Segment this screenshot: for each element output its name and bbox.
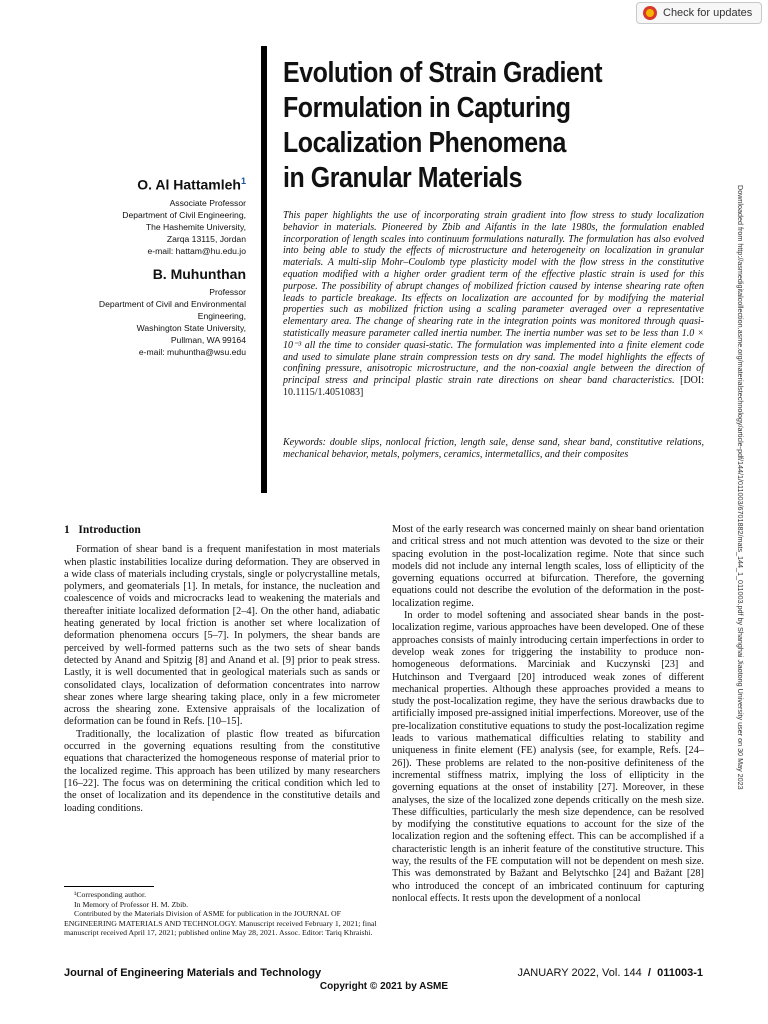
section-heading: [64, 524, 380, 536]
keywords: [283, 437, 704, 461]
footnotes: [64, 890, 380, 938]
footnote: ¹Corresponding author.: [74, 890, 147, 899]
copyright: Copyright © 2021 by ASME: [319, 981, 449, 992]
paragraph: Most of the early research was concerned mainly on shear band orientation and critical stress and not much attention was devoted to the size or their spacing evolution in the post-localization regime. Note that since such models did not include any internal length scales, loss of ellipticity of the governing equations occurred at bifurcation. Therefore, the governing equations could not describe the evolution of the deformation in the post-localization regime.: [392, 524, 704, 609]
author-name: B. Muhunthan: [152, 266, 246, 282]
paper-title: [283, 56, 613, 196]
download-sidebar: [735, 185, 747, 825]
section-title: Introduction: [78, 524, 141, 536]
keywords-label: Keywords:: [283, 437, 326, 448]
title-line: Evolution of Strain Gradient: [283, 57, 603, 89]
author-block-1: [122, 176, 246, 257]
author-affiliation: Professor Department of Civil and Environmental Engineering, Washington State University, Pullman, WA 99164 e-mail: muhuntha@wsu.edu: [98, 287, 246, 357]
author-email[interactable]: e-mail: hattam@hu.edu.jo: [147, 245, 246, 256]
issue-date: JANUARY 2022, Vol. 144: [517, 967, 642, 979]
author-footnote-marker[interactable]: 1: [240, 176, 246, 186]
section-number: 1: [64, 524, 70, 536]
journal-name: Journal of Engineering Materials and Technology: [64, 967, 322, 979]
abstract: [283, 210, 704, 399]
left-column: [64, 524, 380, 815]
title-line: Localization Phenomena: [283, 127, 566, 159]
author-block-2: [99, 266, 246, 358]
title-line: Formulation in Capturing: [283, 92, 571, 124]
author-email[interactable]: e-mail: muhuntha@wsu.edu: [138, 347, 246, 357]
check-for-updates-button[interactable]: [636, 2, 762, 24]
paragraph: Formation of shear band is a frequent manifestation in most materials when plastic instabilities localize during deformation. They are observed in a wide class of materials including crystals, single or polycrystalline metals, polymers, and geomaterials [1]. In metals, for instance, the nucleation and coalescence of voids and microcracks lead to weakening the materials and thereafter initiate localized deformation [2–4]. On the other hand, adiabatic heating generated by local friction is another set where localization of deformation phenomena occurs [5–7]. In polymers, the shear bands are perceived by well-formed patterns such as the two sets of shear bands detected by Anand and Spitzig [8] and Anand et al. [9] prior to peak stress. Lastly, it is well documented that in geological materials such as sands or consolidated clays, localization of deformation concentrates into narrow shear zones where large shearing taking place, only in a few micrometer across the shearing zone. Extensive appraisals of the localization of deformation can be found in Refs. [10–15].: [64, 544, 380, 728]
check-updates-icon: [643, 6, 657, 20]
issue-info: [517, 967, 703, 979]
paragraph: In order to model softening and associated shear bands in the post-localization regime, various approaches have been developed. One of these approaches consists of mainly introducing certain imperfections in order to develop weak zones for triggering the instability to produce non-homogeneous deformations. Marciniak and Kuczynski [23] and Hutchinson and Tvergaard [20] introduced weak zones of different mechanical properties. Although these approaches provided a means to study the post-localization regime, they have the serious drawbacks due to artificially imposed pre-assigned initial imperfections. Moreover, use of the pre-localization constitutive equations to study the post-localization regime leads to various mathematical difficulties relating to stability and uniqueness in finite element (FE) analysis (see, for example, Refs. [24–26]). These problems are related to the non-positive definiteness of the incremental stiffness matrix, implying the loss of ellipticity in the governing equations at the onset of instability [27]. Moreover, in these analyses, the size of the localized zone depends critically on the mesh size. These difficulties, particularly the mesh size dependence, can be resolved by modifying the constitutive equations to account for the size of the localization region and the softening effect. This can be accomplished if a characteristic length is an inherit feature of the constitutive structure. This way, the results of the FE computation will not be dependent on mesh size. This was demonstrated by Bažant and Belytschko [24] and Bažant [28] who introduced the concept of an imbricated continuum for capturing nonlocal effects. It rests upon the development of a nonlocal: [392, 610, 704, 904]
download-notice: Downloaded from http://asmedigitalcollection.asme.org/materialstechnology/article-pdf/144/1/011003/6701882/mats_144_1_011003.pdf by Shanghai Jiaotong University user on 30 May 2023: [736, 185, 745, 790]
author-name: O. Al Hattamleh$^1$: [137, 176, 246, 193]
footnote: Contributed by the Materials Division of ASME for publication in the JOURNAL OF ENGINEERING MATERIALS AND TECHNOLOGY. Manuscript received February 1, 2021; final manuscript received April 17, 2021; published online May 28, 2021. Assoc. Editor: Tariq Khraishi.: [64, 909, 377, 938]
keywords-text: double slips, nonlocal friction, length sale, dense sand, shear band, constitutive relations, mechanical behavior, metals, polymers, ceramics, intermetallics, and their composites: [283, 437, 705, 460]
abstract-text: This paper highlights the use of incorporating strain gradient into flow stress to study localization behavior in materials. Pioneered by Zbib and Aifantis in the late 1980s, the formulation enabled incorporation of length scales into continuum formulations naturally. The formulation has also evolved into being able to study the effects of microstructure and heterogeneity on localization in granular materials. A multi-slip Mohr–Coulomb type plasticity model with the flow stress in the constitutive equation modified with a higher order gradient term of the effective plastic strain is used for this purpose. The possibility of abrupt changes of mobilized friction caused by intense shearing rate often leads to particle breakage. Its effects on localization are accounted for by modifying the material properties such as mobilized friction using a scaling parameter averaged over a representative elementary area. The change of shearing rate in the integration points was monitored through quasi-statistically measure parameter called inertia number. The inertia number was set to be less than 1.0 × 10⁻³ all the time to consider quasi-static. The formulation was implemented into a finite element code and used to simulate plane strain compression tests on dry sand. The model highlights the effects of confining pressure, anisotropic microstructure, and the non-coaxial angle between the direction of principal stress and principal plastic strain rate directions on shear band characteristics.: [283, 210, 704, 387]
doi-link[interactable]: [DOI: 10.1115/1.4051083]: [283, 375, 705, 398]
page-number: 011003-1: [657, 967, 703, 979]
check-for-updates-label: Check for updates: [663, 7, 753, 19]
footnote-rule: [64, 886, 154, 887]
author-affiliation: Associate Professor Department of Civil Engineering, The Hashemite University, Zarqa 13115, Jordan e-mail: hattam@hu.edu.jo: [122, 197, 246, 256]
paragraph: Traditionally, the localization of plastic flow treated as bifurcation occurred in the governing equations resulting from the constitutive equations that characterized the homogeneous response of material prior to the localized regime. This approach has been utilized by many researchers [16–22]. The focus was on determining the critical condition which led to the onset of localization and its dependence in the constitutive details and loading conditions.: [64, 728, 380, 814]
issue-separator: /: [647, 967, 651, 979]
title-accent-bar: [261, 46, 267, 493]
footnote: In Memory of Professor H. M. Zbib.: [74, 899, 189, 909]
title-line: in Granular Materials: [283, 162, 523, 194]
right-column: [392, 524, 704, 905]
